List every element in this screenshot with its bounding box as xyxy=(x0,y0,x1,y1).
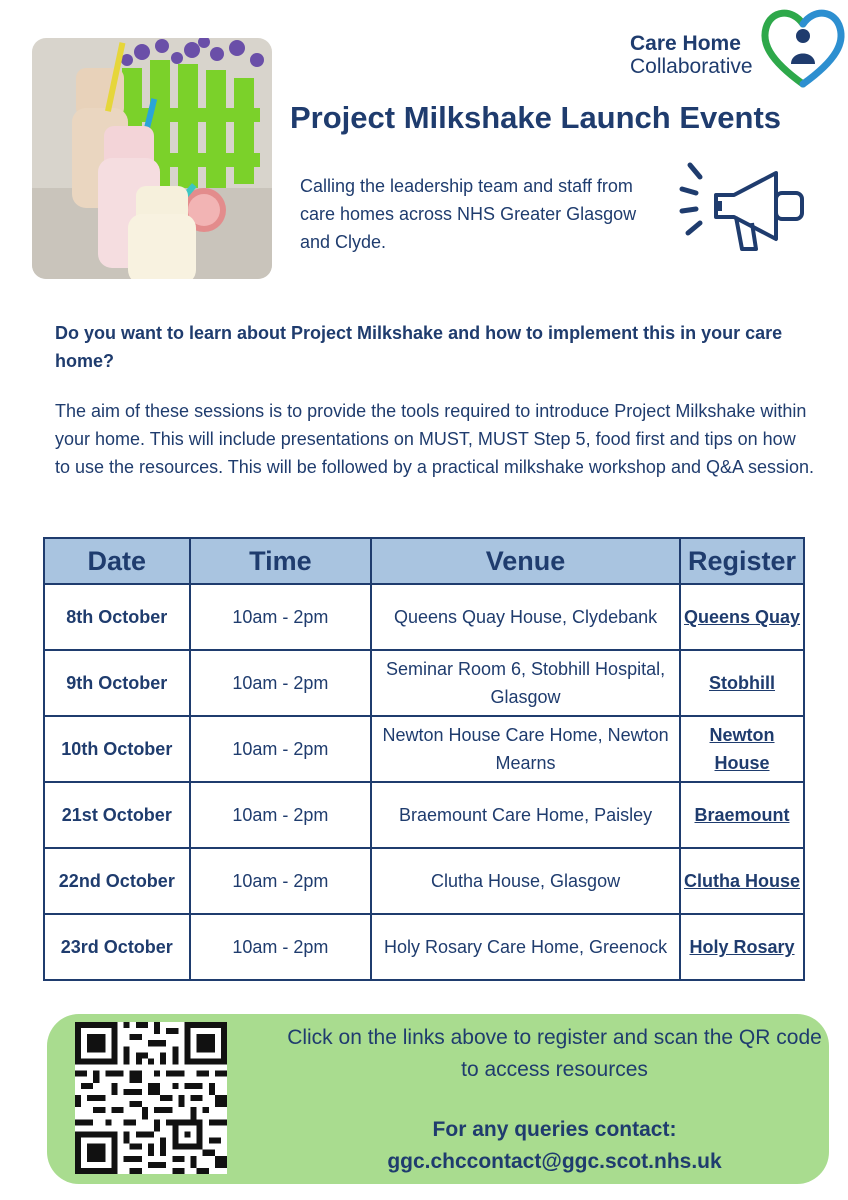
logo-line-1: Care Home xyxy=(630,32,741,55)
page-title: Project Milkshake Launch Events xyxy=(290,100,782,135)
aim-paragraph: The aim of these sessions is to provide the tools required to introduce Project Milkshake within your home. This will include presentations on MUST, MUST Step 5, food first and tips on how to use the resources. This will be followed by a practical milkshake workshop and Q&A session. xyxy=(55,401,815,477)
event-venue: Newton House Care Home, Newton Mearns xyxy=(371,716,680,782)
contact-email-link[interactable]: ggc.chccontact@ggc.scot.nhs.uk xyxy=(387,1150,722,1173)
header-date: Date xyxy=(44,538,190,584)
event-date: 23rd October xyxy=(44,914,190,980)
event-time: 10am - 2pm xyxy=(190,848,371,914)
care-home-collaborative-logo xyxy=(628,4,848,90)
milkshake-photo xyxy=(32,38,272,279)
events-table xyxy=(43,537,805,981)
register-instructions: Click on the links above to register and scan the QR code to access resources xyxy=(287,1026,822,1081)
event-time: 10am - 2pm xyxy=(190,716,371,782)
event-time: 10am - 2pm xyxy=(190,584,371,650)
footer-panel xyxy=(47,1014,829,1184)
event-date: 9th October xyxy=(44,650,190,716)
logo-line-2: Collaborative xyxy=(630,55,753,78)
register-link-holy-rosary[interactable]: Holy Rosary xyxy=(680,914,804,980)
table-row xyxy=(44,716,804,782)
table-row xyxy=(44,584,804,650)
header-venue: Venue xyxy=(371,538,680,584)
megaphone-icon xyxy=(676,155,810,255)
heart-person-icon xyxy=(758,4,848,90)
event-time: 10am - 2pm xyxy=(190,914,371,980)
table-row xyxy=(44,914,804,980)
table-row xyxy=(44,782,804,848)
table-header-row xyxy=(44,538,804,584)
event-date: 8th October xyxy=(44,584,190,650)
intro-text: Calling the leadership team and staff from care homes across NHS Greater Glasgow and Clyde. xyxy=(300,176,637,252)
question-heading: Do you want to learn about Project Milkshake and how to implement this in your care home? xyxy=(55,323,783,371)
event-time: 10am - 2pm xyxy=(190,782,371,848)
event-date: 10th October xyxy=(44,716,190,782)
register-link-clutha-house[interactable]: Clutha House xyxy=(680,848,804,914)
table-row xyxy=(44,650,804,716)
event-time: 10am - 2pm xyxy=(190,650,371,716)
qr-code[interactable] xyxy=(75,1022,227,1174)
register-link-stobhill[interactable]: Stobhill xyxy=(680,650,804,716)
event-date: 21st October xyxy=(44,782,190,848)
header-register: Register xyxy=(680,538,804,584)
event-date: 22nd October xyxy=(44,848,190,914)
contact-label: For any queries contact: xyxy=(432,1118,677,1141)
event-venue: Queens Quay House, Clydebank xyxy=(371,584,680,650)
register-link-queens-quay[interactable]: Queens Quay xyxy=(680,584,804,650)
header-time: Time xyxy=(190,538,371,584)
register-link-braemount[interactable]: Braemount xyxy=(680,782,804,848)
event-venue: Seminar Room 6, Stobhill Hospital, Glasgow xyxy=(371,650,680,716)
contact-block xyxy=(282,1114,827,1178)
event-venue: Holy Rosary Care Home, Greenock xyxy=(371,914,680,980)
event-venue: Braemount Care Home, Paisley xyxy=(371,782,680,848)
event-venue: Clutha House, Glasgow xyxy=(371,848,680,914)
table-row xyxy=(44,848,804,914)
register-link-newton-house[interactable]: Newton House xyxy=(680,716,804,782)
